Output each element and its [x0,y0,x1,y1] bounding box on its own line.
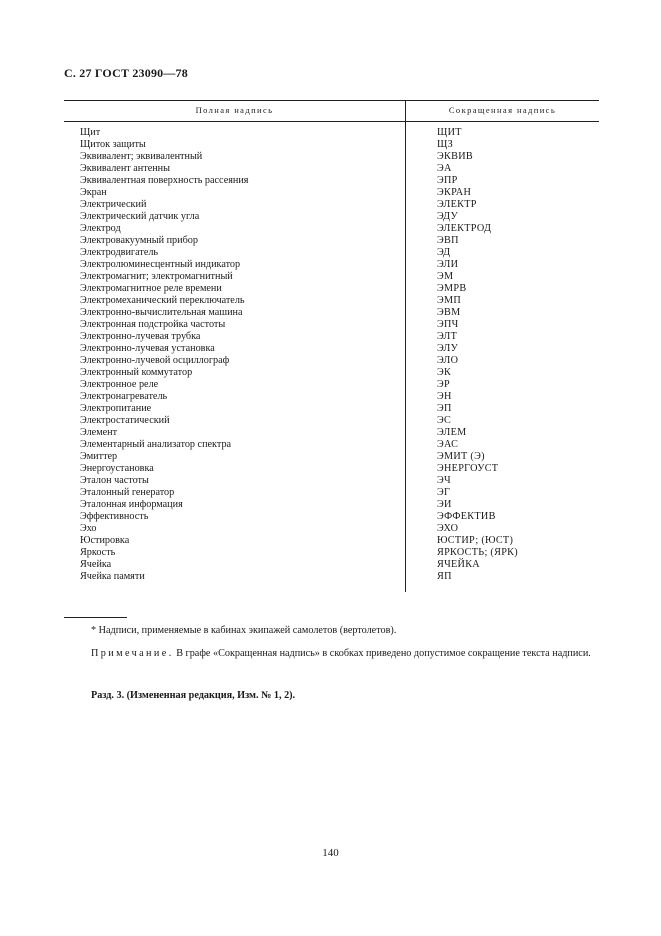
abbr-label: ЭЛТ [437,331,458,342]
table-row [64,451,599,463]
full-label: Электронно-лучевой осциллограф [80,355,230,366]
full-label: Энергоустановка [80,463,154,474]
abbr-label: ЭКВИВ [437,151,473,162]
full-label: Электромагнитное реле времени [80,283,222,294]
full-label: Эквивалент; эквивалентный [80,151,203,162]
full-label: Электронно-вычислительная машина [80,307,243,318]
full-label: Щиток защиты [80,139,146,150]
table-row [64,199,599,211]
table-row [64,343,599,355]
full-label: Электронный коммутатор [80,367,193,378]
table-row [64,235,599,247]
abbr-label: ЭЛЕКТР [437,199,477,210]
abbr-label: ЭН [437,391,452,402]
table-row [64,403,599,415]
abbr-label: ЭК [437,367,452,378]
table-row [64,391,599,403]
table-row [64,379,599,391]
table-row [64,571,599,583]
abbr-label: ЭВП [437,235,459,246]
note-label: Примечание. [91,648,174,659]
abbr-label: ЩИТ [437,127,462,138]
abbr-label: ЭД [437,247,451,258]
table-row [64,475,599,487]
table-row [64,523,599,535]
abbr-label: ЭС [437,415,452,426]
abbr-label: ЯРКОСТЬ; (ЯРК) [437,547,518,558]
table-body [64,127,599,583]
page-number: 140 [322,847,339,859]
footnote-rule [64,617,127,618]
change-note: Разд. 3. (Измененная редакция, Изм. № 1, 2). [91,690,296,701]
abbr-label: ЭА [437,163,452,174]
full-label: Электромагнит; электромагнитный [80,271,233,282]
abbr-label: ЭПЧ [437,319,459,330]
full-label: Щит [80,127,101,138]
table-row [64,307,599,319]
full-label: Элемент [80,427,118,438]
full-label: Электрический датчик угла [80,211,200,222]
full-label: Элементарный анализатор спектра [80,439,232,450]
table-row [64,439,599,451]
table-row [64,463,599,475]
table-row [64,271,599,283]
abbr-label: ЭР [437,379,450,390]
full-label: Эмиттер [80,451,118,462]
note-paragraph [64,648,599,660]
full-label: Электронно-лучевая установка [80,343,215,354]
abbr-label: ЭЛУ [437,343,459,354]
abbr-label: ЭГ [437,487,451,498]
note-text: В графе «Сокращенная надпись» в скобках приведено допустимое сокращение текста надписи. [176,648,591,659]
abbr-label: ЮСТИР; (ЮСТ) [437,535,514,546]
abbr-label: ЭПР [437,175,458,186]
full-label: Эквивалентная поверхность рассеяния [80,175,249,186]
table-row [64,187,599,199]
abbr-label: ЭЛЕМ [437,427,467,438]
full-label: Электронная подстройка частоты [80,319,226,330]
abbr-label: ЭЛИ [437,259,459,270]
full-label: Ячейка [80,559,112,570]
table-row [64,415,599,427]
full-label: Экран [80,187,107,198]
table-row [64,139,599,151]
abbr-label: ЭМИТ (Э) [437,451,485,462]
full-label: Эхо [80,523,97,534]
abbr-label: ЭМП [437,295,462,306]
abbr-label: ЭХО [437,523,459,534]
footnote: * Надписи, применяемые в кабинах экипажей самолетов (вертолетов). [91,625,397,636]
abbr-label: ЭИ [437,499,452,510]
table-row [64,367,599,379]
abbr-label: ЭЛЕКТРОД [437,223,492,234]
table-row [64,163,599,175]
table-row [64,319,599,331]
table-row [64,547,599,559]
table-row [64,427,599,439]
abbr-label: ЭДУ [437,211,459,222]
full-label: Электромеханический переключатель [80,295,245,306]
table-row [64,295,599,307]
full-label: Яркость [80,547,116,558]
abbr-label: ЯЧЕЙКА [437,559,480,570]
table-row [64,511,599,523]
abbr-label: ЭЛО [437,355,459,366]
full-label: Эффективность [80,511,149,522]
full-label: Электродвигатель [80,247,159,258]
table-row [64,487,599,499]
table-row [64,211,599,223]
column-header-abbr: Сокращенная надпись [448,105,557,115]
full-label: Юстировка [80,535,130,546]
table-top-rule [64,100,599,101]
abbr-label: ЩЗ [437,139,453,150]
full-label: Эталонный генератор [80,487,175,498]
full-label: Электрический [80,199,147,210]
table-row [64,223,599,235]
abbr-label: ЭМ [437,271,454,282]
table-header-rule [64,121,599,122]
abbr-label: ЭНЕРГОУСТ [437,463,499,474]
abbr-label: ЭЧ [437,475,451,486]
full-label: Электронагреватель [80,391,168,402]
abbr-label: ЭКРАН [437,187,472,198]
table-row [64,355,599,367]
table-row [64,535,599,547]
abbr-label: ЭП [437,403,452,414]
abbreviation-table [64,100,599,592]
table-row [64,331,599,343]
abbr-label: ЯП [437,571,452,582]
full-label: Эталон частоты [80,475,149,486]
table-row [64,175,599,187]
abbr-label: ЭФФЕКТИВ [437,511,496,522]
table-row [64,247,599,259]
full-label: Электролюминесцентный индикатор [80,259,241,270]
full-label: Ячейка памяти [80,571,145,582]
full-label: Эквивалент антенны [80,163,170,174]
page-header: С. 27 ГОСТ 23090—78 [64,66,188,80]
table-row [64,151,599,163]
full-label: Электронно-лучевая трубка [80,331,201,342]
full-label: Электровакуумный прибор [80,235,198,246]
table-row [64,283,599,295]
abbr-label: ЭМРВ [437,283,467,294]
full-label: Электропитание [80,403,152,414]
column-header-full: Полная надпись [195,105,274,115]
full-label: Электронное реле [80,379,159,390]
full-label: Электрод [80,223,121,234]
full-label: Электростатический [80,415,170,426]
full-label: Эталонная информация [80,499,183,510]
table-row [64,499,599,511]
abbr-label: ЭВМ [437,307,461,318]
table-row [64,127,599,139]
table-row [64,259,599,271]
abbr-label: ЭАС [437,439,459,450]
table-row [64,559,599,571]
